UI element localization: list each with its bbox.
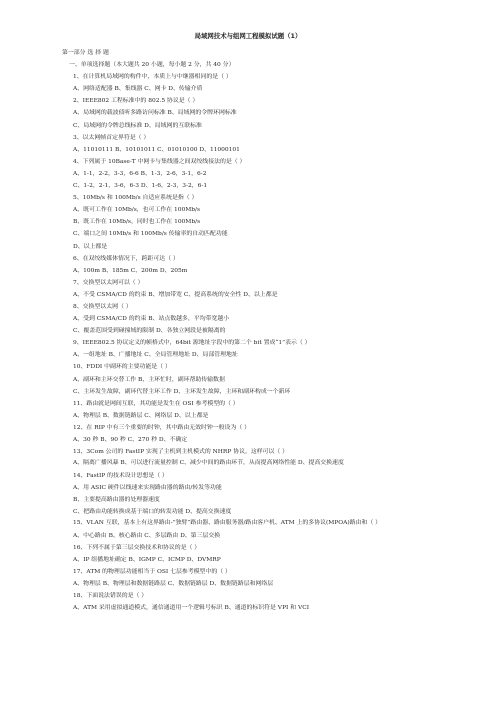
question-8: 8、交换型以太网（ ） [73, 303, 132, 310]
question-17: 17、ATM 的物理层功能相当于 OSI 七层参考模型中的（ ） [73, 569, 231, 576]
question-12-options: A、30 秒 B、90 秒 C、270 秒 D、不确定 [73, 437, 188, 443]
question-13-options: A、隔离广播风暴 B、可以进行流量控制 C、减少中间的路由环节，从而提高网络性能 D、提高交换速度 [73, 460, 344, 467]
question-1-options: A、网络适配器 B、集线器 C、网卡 D、传输介质 [73, 86, 203, 93]
question-10-options-b: C、主环发生故障，副环代替主环工作 D、主环发生故障，主环和副环构成一个新环 [73, 388, 291, 395]
question-9-options: A、一组地址 B、广播地址 C、全局管理地址 D、局部管理地址 [73, 352, 238, 359]
question-4-options-b: C、1-2，2-1，3-6，6-3 D、1-6，2-3，3-2，6-1 [73, 183, 208, 190]
question-7: 7、交换型以太网可以（ ） [73, 279, 144, 286]
question-15-options: A、中心路由 B、核心路由 C、多层路由 D、第三层交换 [73, 532, 221, 539]
question-5-option-a: A、既可工作在 10Mb/s，也可工作在 100Mb/s [73, 207, 201, 214]
question-11: 11、路由就是网间互联，其功能是发生在 OSI 参考模型的（ ） [73, 400, 239, 407]
question-5-option-b: B、既工作在 10Mb/s，同时也工作在 100Mb/s [73, 219, 201, 226]
question-15: 15、VLAN 互联，基本上有这界路由-”独臂”路由器、路由服务器/路由客户机、ATM 上的多协议(MPOA)路由和（ ） [73, 520, 381, 527]
question-6: 6、在双绞线媒体情况下，跨距可达（ ） [73, 255, 179, 262]
question-2-options-b: C、局域网的令牌总线标准 D、局域网的互联标准 [73, 122, 202, 129]
question-3: 3、以太网帧首定界符是（ ） [73, 134, 150, 141]
question-5-option-d: D、以上都是 [73, 243, 108, 250]
question-3-options: A、11010111 B、10101011 C、01010100 D、11000101 [73, 146, 240, 153]
question-14: 14、FastIP 的技术设计思想是（ ） [73, 472, 168, 479]
question-17-options: A、物理层 B、物理层和数据链路层 C、数据链路层 D、数据链路层和网络层 [73, 581, 274, 588]
question-18: 18、下面说法错误的是（ ） [73, 593, 148, 600]
question-2: 2、IEEE802 工程标准中的 802.5 协议是（ ） [73, 98, 199, 105]
question-5-option-c: C、端口之间 10Mb/s 和 100Mb/s 传输率的自动匹配功能 [73, 231, 228, 238]
question-14-option-a: A、用 ASIC 硬件以线速来实现路由器的路由/转发等功能 [73, 484, 222, 491]
question-6-options: A、100m B、185m C、200m D、205m [73, 267, 188, 274]
question-14-options-cd: C、把路由功能转换成基于端口的转发功能 D、提高交换速度 [73, 509, 232, 516]
question-18-options-ab: A、ATM 采用虚拟通道模式，通信通道用一个逻辑号标识 B、通道的标识符是 VPI 和 VCI [73, 605, 310, 612]
section-heading: 第一部分 选 择 题 [62, 50, 109, 56]
question-1: 1、在计算机局域网的构件中，本质上与中继器相同的是（ ） [73, 74, 232, 81]
question-5: 5、10Mb/s 和 100Mb/s 自适应系统是指（ ） [73, 195, 198, 202]
question-13: 13、3Com 公司的 FastIP 实现了主机到主机模式的 NHRP 协议，这样可以（ ） [73, 449, 289, 456]
question-7-options: A、不受 CSMA/CD 的约束 B、增加带宽 C、提高系统的安全性 D、以上都是 [73, 291, 278, 298]
question-16: 16、下列不属于第三层交换技术和协议的是（ ） [73, 544, 201, 551]
question-9: 9、IEEE802.5 协议定义的帧格式中，64bit 源地址字段中的第二个 bit 置成“1”表示（ ） [73, 340, 311, 347]
question-10-options-a: A、副环和主环交替工作 B、主环忙时，副环帮助传输数据 [73, 376, 225, 383]
question-8-options-b: C、覆盖范围受到碰撞域的限制 D、各独立网段是被隔离的 [73, 328, 226, 335]
question-11-options: A、物理层 B、数据链路层 C、网络层 D、以上都是 [73, 412, 209, 419]
question-8-options-a: A、受到 CSMA/CD 的约束 B、站点数越多，平均带宽越小 [73, 316, 230, 323]
question-10: 10、FDDI 中副环的主要功能是（ ） [73, 364, 171, 371]
question-4-options-a: A、1-1，2-2，3-3，6-6 B、1-3，2-6，3-1，6-2 [73, 170, 207, 177]
question-12: 12、在 RIP 中有三个重要的时钟，其中路由无效时钟一般设为（ ） [73, 424, 250, 431]
section-subheading: 一、单项选择题（本大题共 20 小题，每小题 2 分，共 40 分） [69, 62, 235, 69]
question-2-options-a: A、局域网的载波侦听多路访问标准 B、局域网的令牌环网标准 [73, 110, 237, 117]
question-list [62, 47, 438, 614]
question-4: 4、下列属于 10Base-T 中网卡与集线器之间双绞线接法的是（ ） [73, 158, 246, 165]
question-16-options: A、IP 组播地址确定 B、IGMP C、ICMP D、DVMRP [73, 556, 221, 563]
page-title: 局域网技术与组网工程模拟试题（1） [194, 32, 302, 40]
question-14-option-b: B、主要提高路由器的处理器速度 [73, 496, 160, 503]
